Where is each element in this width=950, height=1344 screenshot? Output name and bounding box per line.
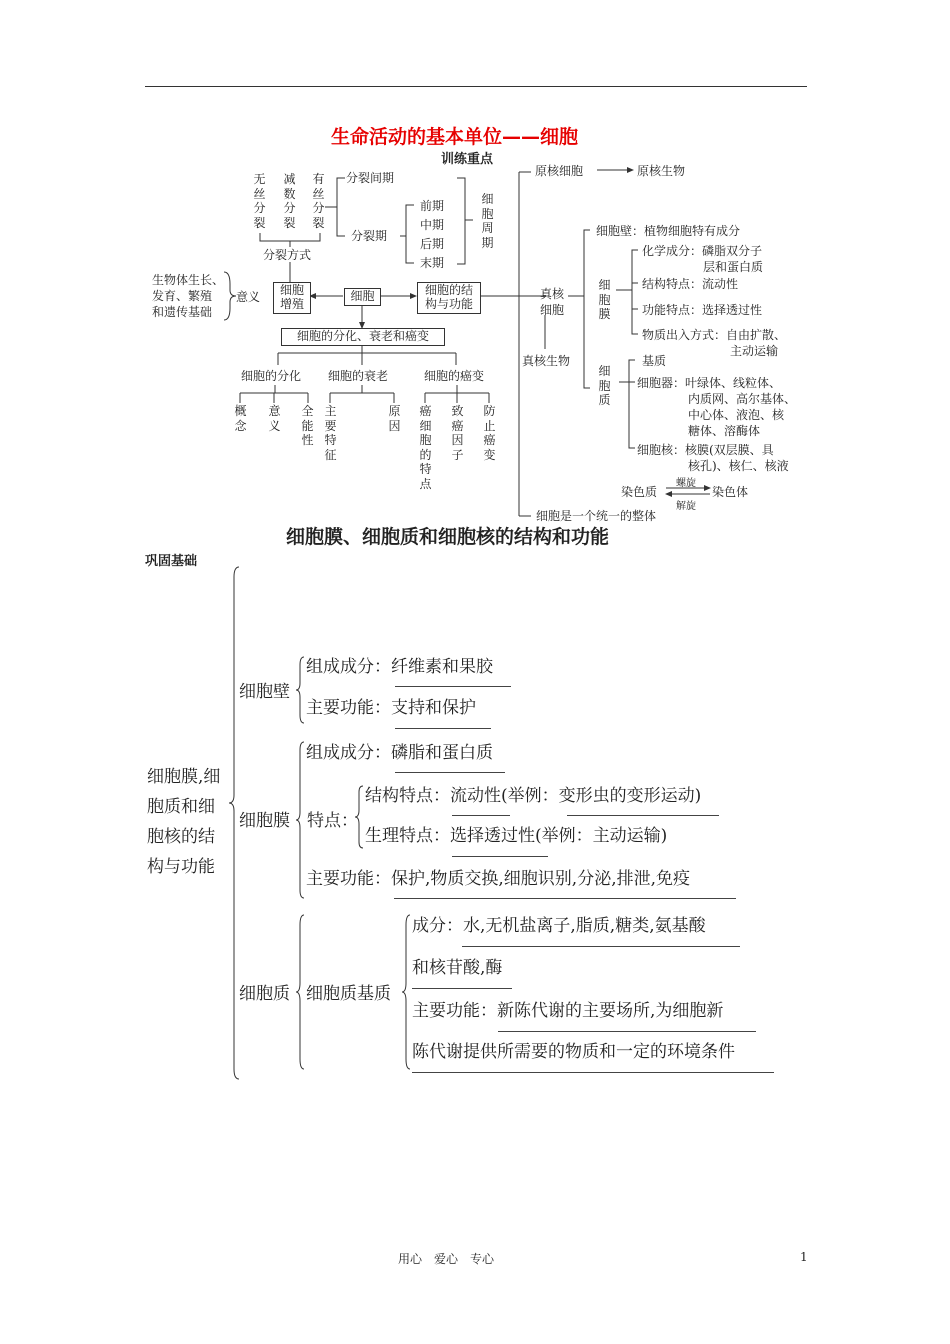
differentiation: 细胞的分化 — [241, 369, 302, 383]
differentiation-aging-cancer-box: 细胞的分化、衰老和癌变 — [281, 328, 445, 346]
phase-anaphase: 后期 — [420, 237, 445, 251]
aging: 细胞的衰老 — [328, 369, 389, 383]
cell-unity: 细胞是一个统一的整体 — [536, 509, 657, 523]
structure-function-line-1: 细胞的结 — [424, 283, 473, 297]
cytoplasm-composition-underline-1 — [462, 946, 740, 947]
membrane-transport-2: 主动运输 — [730, 344, 779, 358]
membrane-structure-row — [365, 785, 701, 807]
outline-root-3: 胞核的结 — [147, 827, 215, 847]
cell-box: 细胞 — [344, 288, 381, 306]
unspiral: 解旋 — [676, 501, 696, 512]
eukaryotic-cell-line-2: 细胞 — [540, 303, 565, 317]
membrane-composition-value: 磷脂和蛋白质 — [391, 743, 493, 763]
cytoplasm-composition-underline-2 — [412, 988, 512, 989]
cytoplasm-function-value-2: 陈代谢提供所需要的物质和一定的环境条件 — [412, 1042, 735, 1062]
wall-composition-row — [306, 656, 493, 678]
membrane-structure-example-prefix: (举例： — [501, 786, 559, 806]
membrane-physio-row — [365, 825, 667, 847]
membrane-function-row — [306, 868, 690, 890]
phase-prophase: 前期 — [420, 199, 445, 213]
membrane-structure-example: 变形虫的变形运动 — [558, 786, 695, 806]
membrane-physio-example-suffix: ) — [660, 826, 668, 846]
cytoplasm-outline-label: 细胞质 — [239, 984, 290, 1004]
membrane-function: 功能特点：选择透过性 — [642, 303, 763, 317]
nucleus-2: 核孔)、核仁、核液 — [688, 459, 789, 473]
wall-function-underline — [395, 728, 491, 729]
division-type-mitosis: 有丝分裂 — [312, 172, 325, 230]
membrane-physio-example-prefix: (举例： — [535, 826, 593, 846]
organelle-1: 细胞器：叶绿体、线粒体、 — [637, 376, 782, 390]
membrane-structure-value: 流动性 — [450, 786, 501, 806]
wall-composition-value: 纤维素和果胶 — [391, 657, 493, 677]
wall-composition-underline — [395, 686, 511, 687]
cytoplasm-composition-value-1: 水,无机盐离子,脂质,糖类,氨基酸 — [463, 916, 706, 936]
membrane-composition-row — [306, 742, 493, 764]
cytoplasm-composition-row — [412, 915, 706, 937]
division-type-amitosis: 无丝分裂 — [253, 172, 266, 230]
cytoplasm-function-row — [412, 1000, 723, 1022]
aging-causes: 原因 — [388, 404, 401, 433]
membrane-structure-label: 结构特点： — [365, 786, 450, 806]
membrane-structure-example-underline — [567, 815, 719, 816]
wall-function-value: 支持和保护 — [391, 698, 476, 718]
organelle-2: 内质网、高尔基体、 — [688, 392, 797, 406]
division-type-meiosis: 减数分裂 — [283, 172, 296, 230]
section-label: 巩固基础 — [145, 554, 198, 569]
diff-totipotency: 全能性 — [301, 404, 314, 447]
interphase: 分裂间期 — [346, 171, 395, 185]
phase-telophase: 末期 — [420, 256, 445, 270]
organelle-4: 糖体、溶酶体 — [688, 424, 761, 438]
nucleus-1: 细胞核：核膜(双层膜、具 — [637, 443, 774, 457]
meaning-line-2: 发育、繁殖 — [152, 289, 213, 303]
mitotic-phase: 分裂期 — [351, 229, 388, 243]
membrane-function-label: 主要功能： — [306, 869, 391, 889]
membrane-structure-underline — [452, 815, 510, 816]
eukaryote: 真核生物 — [522, 354, 571, 368]
membrane-structure: 结构特点：流动性 — [642, 277, 739, 291]
organelle-3: 中心体、液泡、核 — [688, 408, 785, 422]
membrane-physio-example: 主动运输 — [592, 826, 661, 846]
membrane-structure-example-suffix: ) — [694, 786, 702, 806]
division-mode: 分裂方式 — [263, 248, 312, 262]
page-number: 1 — [800, 1250, 808, 1264]
cell-cycle: 细胞周期 — [481, 192, 494, 250]
chromatin: 染色质 — [621, 485, 658, 499]
cancer: 细胞的癌变 — [424, 369, 485, 383]
matrix: 基质 — [642, 354, 667, 368]
diff-meaning: 意义 — [268, 404, 281, 433]
cytoplasm-function-value-1: 新陈代谢的主要场所,为细胞新 — [497, 1001, 724, 1021]
footer-text: 用心 爱心 专心 — [398, 1252, 495, 1266]
membrane-physio-label: 生理特点： — [365, 826, 450, 846]
proliferation-line-1: 细胞 — [279, 283, 304, 297]
membrane-composition-underline — [395, 772, 505, 773]
outline-root-2: 胞质和细 — [147, 797, 215, 817]
spiral: 螺旋 — [676, 478, 696, 489]
cytoplasm-function-underline-2 — [412, 1072, 774, 1073]
outline-root-4: 构与功能 — [147, 857, 215, 877]
cancer-prevention: 防止癌变 — [483, 404, 496, 462]
cytoplasm-label: 细胞质 — [598, 364, 611, 407]
cytoplasm-composition-value-2: 和核苷酸,酶 — [412, 958, 503, 978]
aging-features: 主要特征 — [324, 404, 337, 462]
chromosome: 染色体 — [712, 485, 749, 499]
structure-function-line-2: 构与功能 — [424, 297, 473, 311]
membrane-function-underline — [394, 898, 736, 899]
eukaryotic-cell-line-1: 真核 — [540, 287, 565, 301]
prokaryotic-cell: 原核细胞 — [535, 164, 584, 178]
page-title: 生命活动的基本单位——细胞 — [331, 126, 579, 148]
membrane-outline-label: 细胞膜 — [239, 811, 290, 831]
membrane-composition-2: 层和蛋白质 — [703, 260, 764, 274]
prokaryote: 原核生物 — [637, 164, 686, 178]
membrane-transport-1: 物质出入方式：自由扩散、 — [642, 328, 787, 342]
outline-root-1: 细胞膜,细 — [147, 767, 221, 787]
phase-metaphase: 中期 — [420, 218, 445, 232]
wall-label: 细胞壁 — [239, 682, 290, 702]
carcinogens: 致癌因子 — [451, 404, 464, 462]
membrane-physio-underline — [452, 856, 548, 857]
membrane-features-label: 特点： — [307, 811, 358, 831]
meaning-line-1: 生物体生长、 — [152, 273, 225, 287]
wall-composition-label: 组成成分： — [306, 657, 391, 677]
cytoplasm-matrix-label: 细胞质基质 — [306, 984, 391, 1004]
cytoplasm-function-underline-1 — [498, 1031, 756, 1032]
cytoplasm-composition-label: 成分： — [412, 916, 463, 936]
membrane-label: 细胞膜 — [598, 278, 611, 321]
page-subtitle: 训练重点 — [441, 152, 494, 167]
membrane-composition-label: 组成成分： — [306, 743, 391, 763]
cytoplasm-function-label: 主要功能： — [412, 1001, 497, 1021]
cell-wall-note: 细胞壁：植物细胞特有成分 — [596, 224, 741, 238]
section-heading: 细胞膜、细胞质和细胞核的结构和功能 — [286, 526, 610, 548]
meaning-label: 意义 — [236, 290, 261, 304]
membrane-physio-value: 选择透过性 — [450, 826, 535, 846]
cancer-cell-features: 癌细胞的特点 — [419, 404, 432, 491]
diff-concept: 概念 — [234, 404, 247, 433]
membrane-function-value: 保护,物质交换,细胞识别,分泌,排泄,免疫 — [391, 869, 691, 889]
meaning-line-3: 和遗传基础 — [152, 305, 213, 319]
proliferation-line-2: 增殖 — [279, 297, 304, 311]
wall-function-row — [306, 697, 476, 719]
wall-function-label: 主要功能： — [306, 698, 391, 718]
membrane-composition-1: 化学成分：磷脂双分子 — [642, 244, 763, 258]
